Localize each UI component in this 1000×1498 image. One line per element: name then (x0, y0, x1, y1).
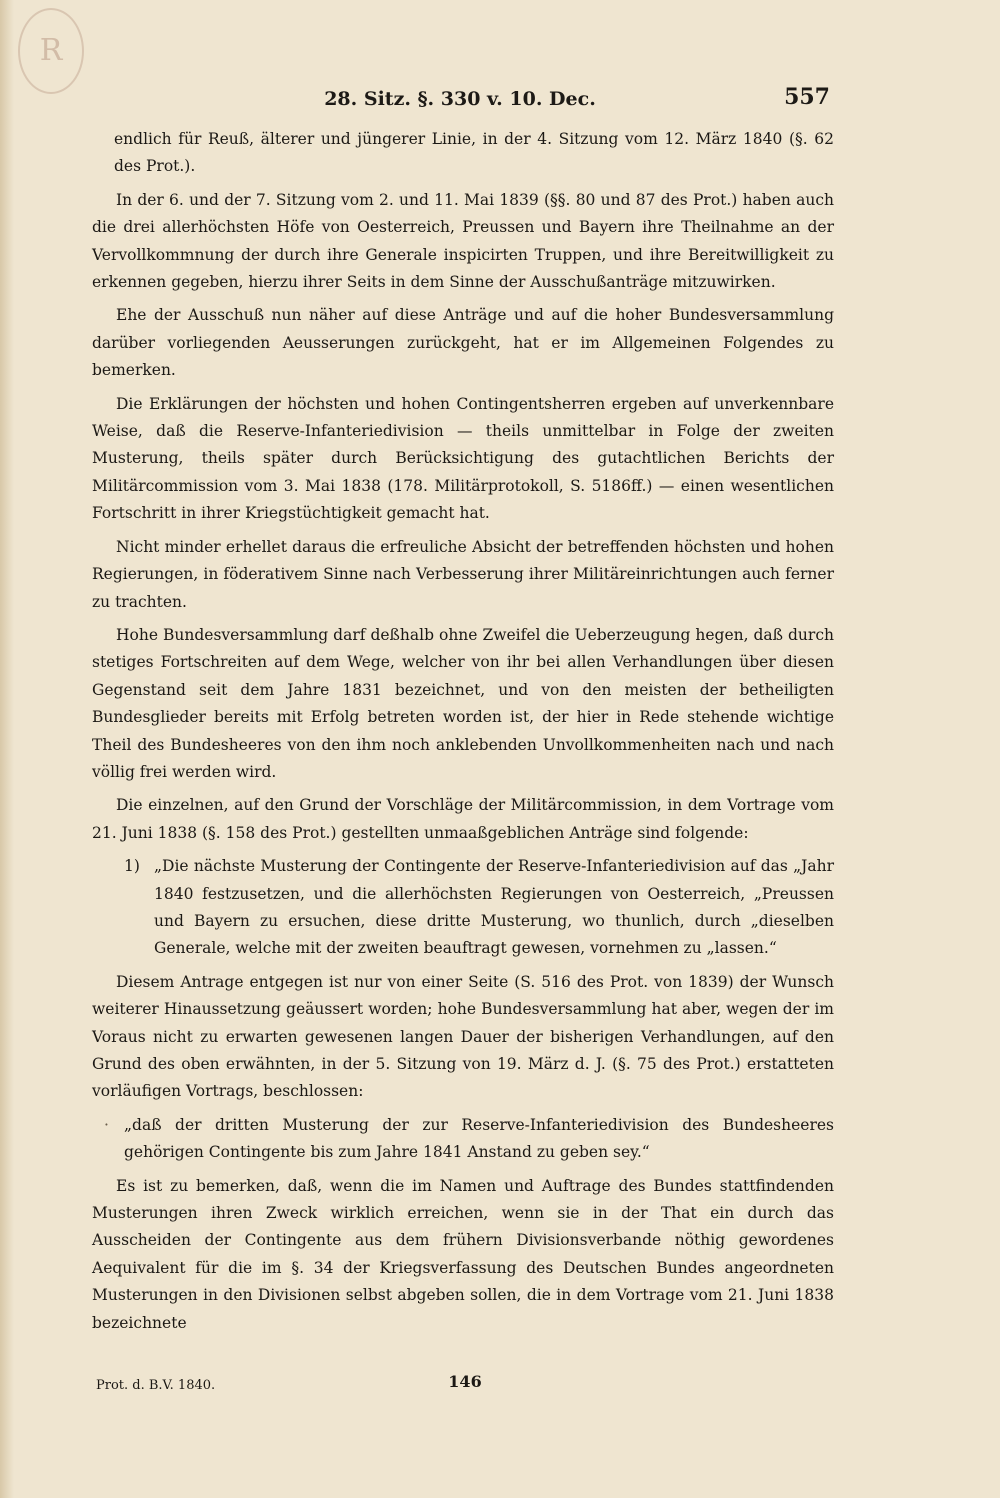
footer-sheet-number: 146 (448, 1372, 482, 1391)
paragraph: In der 6. und der 7. Sitzung vom 2. und 11. Mai 1839 (§§. 80 und 87 des Prot.) haben auch die drei allerhöchsten Höfe von Oesterreich, Preussen und Bayern ihre Theilnahme an der Vervollkommnung der durch ihre Generale inspicirten Truppen, und ihre Bereitwilligkeit zu erkennen gegeben, hierzu ihrer Seits in dem Sinne der Ausschußanträge mitzuwirken. (92, 190, 834, 292)
page-edge-shadow (0, 0, 14, 1498)
list-item (92, 853, 834, 963)
list-item-text: „Die nächste Musterung der Contingente der Reserve-Infanteriedivision auf das „Jahr 1840 festzusetzen, und die allerhöchsten Regierungen von Oesterreich, „Preussen und Bayern zu ersuchen, diese dritte Musterung, wo thunlich, durch „dieselben Generale, welche mit der zweiten beauftragt gewesen, vornehmen zu „lassen.“ (154, 857, 834, 958)
footer-signature: Prot. d. B.V. 1840. (96, 1378, 216, 1393)
resolution-quote (92, 1112, 834, 1167)
paragraph: Hohe Bundesversammlung darf deßhalb ohne Zweifel die Ueberzeugung hegen, daß durch stetiges Fortschreiten auf dem Wege, welcher von ihr bei allen Verhandlungen über diesen Gegenstand seit dem Jahre 1831 bezeichnet, und von den meisten der betheiligten Bundesglieder bereits mit Erfolg betreten worden ist, der hier in Rede stehende wichtige Theil des Bundesheeres von den ihm noch anklebenden Unvollkommenheiten nach und nach völlig frei werden wird. (92, 625, 834, 781)
paragraph: Die Erklärungen der höchsten und hohen Contingentsherren ergeben auf unverkennbare Weise, daß die Reserve-Infanteriedivision — theils unmittelbar in Folge der zweiten Musterung, theils später durch Berücksichtigung des gutachtlichen Berichts der Militärcommission vom 3. Mai 1838 (178. Militärprotokoll, S. 5186ff.) — einen wesentlichen Fortschritt in ihrer Kriegstüchtigkeit gemacht hat. (92, 394, 834, 523)
library-stamp (18, 8, 84, 94)
paragraph: Es ist zu bemerken, daß, wenn die im Namen und Auftrage des Bundes stattfindenden Musterungen ihren Zweck wirklich erreichen, wenn sie in der That ein durch das Ausscheiden der Contingente aus dem frühern Divisionsverbande nöthig gewordenes Aequivalent für die im §. 34 der Kriegsverfassung des Deutschen Bundes angeordneten Musterungen in den Divisionen selbst abgeben sollen, die in dem Vortrage vom 21. Juni 1838 bezeichnete (92, 1176, 834, 1332)
page-header (90, 84, 830, 118)
paragraph: Die einzelnen, auf den Grund der Vorschläge der Militärcommission, in dem Vortrage vom 21. Juni 1838 (§. 158 des Prot.) gestellten unmaaßgeblichen Anträge sind folgende: (92, 796, 834, 842)
quote-text: „daß der dritten Musterung der zur Reserve-Infanteriedivision des Bundesheeres gehörigen Contingente bis zum Jahre 1841 Anstand zu geben sey.“ (124, 1115, 834, 1162)
list-item-number: 1) (124, 857, 140, 876)
paragraph: Nicht minder erhellet daraus die erfreuliche Absicht der betreffenden höchsten und hohen Regierungen, in föderativem Sinne nach Verbesserung ihrer Militäreinrichtungen auch ferner zu trachten. (92, 537, 834, 611)
paragraph: Ehe der Ausschuß nun näher auf diese Anträge und auf die hoher Bundesversammlung darüber vorliegenden Aeusserungen zurückgeht, hat er im Allgemeinen Folgendes zu bemerken. (92, 306, 834, 380)
paragraph-continuation: endlich für Reuß, älterer und jüngerer Linie, in der 4. Sitzung vom 12. März 1840 (§. 62 des Prot.). (114, 130, 834, 176)
stamp-mark: R (39, 33, 63, 68)
page-footer (96, 1372, 834, 1400)
quote-mark: · (104, 1115, 109, 1134)
body-text (92, 126, 834, 1343)
running-head: 28. Sitz. §. 330 v. 10. Dec. (324, 88, 596, 110)
page-number: 557 (784, 84, 830, 110)
paragraph: Diesem Antrage entgegen ist nur von einer Seite (S. 516 des Prot. von 1839) der Wunsch weiterer Hinaussetzung geäussert worden; hohe Bundesversammlung hat aber, wegen der im Voraus nicht zu erwarten gewesenen langen Dauer der bisherigen Verhandlungen, auf den Grund des oben erwähnten, in der 5. Sitzung von 19. März d. J. (§. 75 des Prot.) erstatteten vorläufigen Vortrags, beschlossen: (92, 972, 834, 1101)
